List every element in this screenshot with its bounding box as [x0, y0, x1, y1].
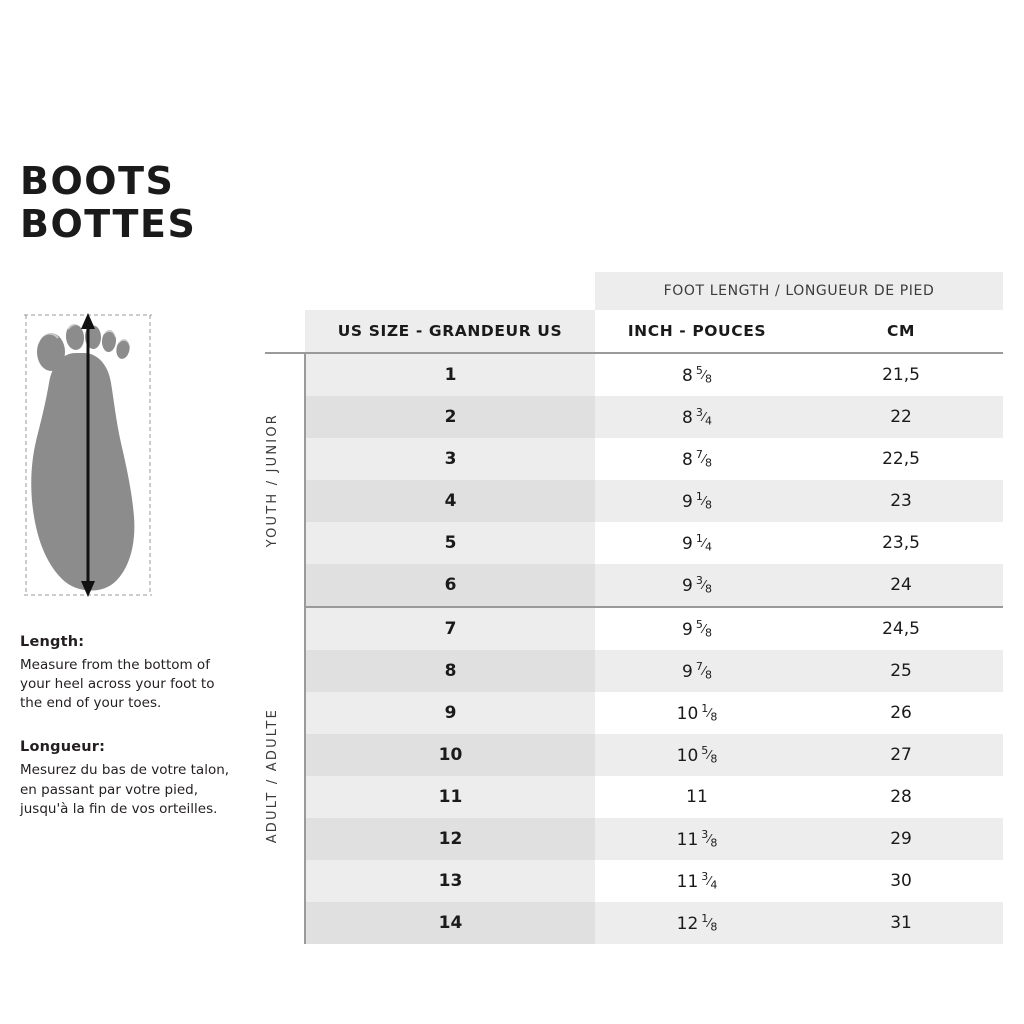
- cell-us-size: 2: [305, 396, 595, 438]
- cell-inch-frac: $^5⁄_8$: [695, 617, 712, 640]
- instruction-body-longueur: Mesurez du bas de votre talon, en passant par votre pied, jusqu'à la fin de vos orteilles.: [20, 762, 230, 817]
- cell-inch-whole: 9: [682, 620, 693, 641]
- table-header-span-row: [265, 272, 1003, 310]
- cell-us-size: 11: [305, 776, 595, 818]
- instruction-heading-longueur: Longueur:: [20, 739, 106, 756]
- cell-inch: [595, 902, 799, 944]
- cell-cm: 22: [799, 396, 1003, 438]
- cell-inch-frac: $^1⁄_8$: [695, 489, 712, 512]
- cell-inch-frac: $^1⁄_4$: [695, 531, 712, 554]
- cell-us-size: 3: [305, 438, 595, 480]
- cell-inch-whole: 11: [676, 872, 699, 893]
- cell-us-size: 4: [305, 480, 595, 522]
- cell-inch: [595, 734, 799, 776]
- title-line-boots: BOOTS: [20, 159, 175, 203]
- cell-inch: [595, 818, 799, 860]
- table-row: [265, 692, 1003, 734]
- cell-inch-frac: $^1⁄_8$: [701, 911, 718, 934]
- table-row: [265, 480, 1003, 522]
- table-row: [265, 564, 1003, 607]
- header-foot-length: FOOT LENGTH / LONGUEUR DE PIED: [595, 272, 1003, 310]
- table-row: [265, 818, 1003, 860]
- table-row: [265, 860, 1003, 902]
- cell-inch: [595, 396, 799, 438]
- cell-cm: 25: [799, 650, 1003, 692]
- cell-inch-whole: 10: [676, 704, 699, 725]
- cell-inch-whole: 8: [682, 408, 693, 429]
- group-label-youth-text: YOUTH / JUNIOR: [265, 413, 280, 548]
- cell-inch: [595, 564, 799, 607]
- table-row: [265, 734, 1003, 776]
- table-row: [265, 650, 1003, 692]
- cell-inch-whole: 9: [682, 534, 693, 555]
- cell-inch-whole: 12: [676, 914, 699, 935]
- page-title: [20, 160, 196, 245]
- cell-cm: 21,5: [799, 353, 1003, 396]
- group-label-youth: [265, 353, 305, 607]
- foot-length-diagram: [18, 305, 158, 605]
- cell-us-size: 9: [305, 692, 595, 734]
- cell-inch-whole: 11: [686, 787, 708, 807]
- cell-cm: 22,5: [799, 438, 1003, 480]
- cell-us-size: 10: [305, 734, 595, 776]
- cell-us-size: 7: [305, 607, 595, 650]
- cell-cm: 31: [799, 902, 1003, 944]
- cell-inch: [595, 776, 799, 818]
- cell-inch-frac: $^3⁄_8$: [701, 827, 718, 850]
- cell-us-size: 6: [305, 564, 595, 607]
- instruction-body-length: Measure from the bottom of your heel across your foot to the end of your toes.: [20, 657, 215, 712]
- table-row: [265, 522, 1003, 564]
- cell-us-size: 1: [305, 353, 595, 396]
- table-row: [265, 353, 1003, 396]
- header-us-size: US SIZE - GRANDEUR US: [305, 310, 595, 353]
- table-row: [265, 902, 1003, 944]
- cell-inch-frac: $^1⁄_8$: [701, 701, 718, 724]
- header-inch: INCH - POUCES: [595, 310, 799, 353]
- cell-inch-whole: 8: [682, 450, 693, 471]
- cell-cm: 24,5: [799, 607, 1003, 650]
- cell-cm: 30: [799, 860, 1003, 902]
- cell-inch-frac: $^7⁄_8$: [695, 447, 712, 470]
- cell-inch-whole: 9: [682, 492, 693, 513]
- cell-inch-frac: $^3⁄_4$: [695, 405, 712, 428]
- header-spacer-us: [305, 272, 595, 310]
- cell-cm: 28: [799, 776, 1003, 818]
- cell-inch-whole: 10: [676, 746, 699, 767]
- cell-us-size: 5: [305, 522, 595, 564]
- cell-inch: [595, 438, 799, 480]
- table-row: [265, 607, 1003, 650]
- cell-inch-frac: $^5⁄_8$: [695, 363, 712, 386]
- cell-cm: 24: [799, 564, 1003, 607]
- cell-inch: [595, 353, 799, 396]
- cell-inch: [595, 607, 799, 650]
- cell-inch-frac: $^7⁄_8$: [695, 659, 712, 682]
- cell-cm: 27: [799, 734, 1003, 776]
- cell-inch-whole: 8: [682, 366, 693, 387]
- cell-inch: [595, 650, 799, 692]
- measurement-instructions: [20, 634, 232, 845]
- size-table: [265, 272, 1003, 944]
- table-row: [265, 438, 1003, 480]
- cell-us-size: 14: [305, 902, 595, 944]
- cell-inch-whole: 11: [676, 830, 699, 851]
- cell-inch: [595, 860, 799, 902]
- group-label-adult-text: ADULT / ADULTE: [265, 707, 280, 844]
- group-label-adult: [265, 607, 305, 944]
- cell-inch-whole: 9: [682, 662, 693, 683]
- table-row: [265, 396, 1003, 438]
- cell-inch-frac: $^3⁄_8$: [695, 573, 712, 596]
- size-chart: [265, 272, 1003, 944]
- cell-cm: 29: [799, 818, 1003, 860]
- header-spacer: [265, 272, 305, 310]
- cell-cm: 23: [799, 480, 1003, 522]
- cell-us-size: 12: [305, 818, 595, 860]
- cell-us-size: 8: [305, 650, 595, 692]
- title-line-bottes: BOTTES: [20, 201, 197, 246]
- cell-us-size: 13: [305, 860, 595, 902]
- cell-cm: 23,5: [799, 522, 1003, 564]
- header-group-spacer: [265, 310, 305, 353]
- cell-inch: [595, 692, 799, 734]
- header-cm: CM: [799, 310, 1003, 353]
- table-column-header-row: [265, 310, 1003, 353]
- instruction-heading-length: Length:: [20, 634, 85, 650]
- cell-inch: [595, 522, 799, 564]
- cell-inch: [595, 480, 799, 522]
- cell-inch-frac: $^5⁄_8$: [701, 743, 718, 766]
- table-row: [265, 776, 1003, 818]
- cell-inch-whole: 9: [682, 576, 693, 597]
- cell-cm: 26: [799, 692, 1003, 734]
- cell-inch-frac: $^3⁄_4$: [701, 869, 718, 892]
